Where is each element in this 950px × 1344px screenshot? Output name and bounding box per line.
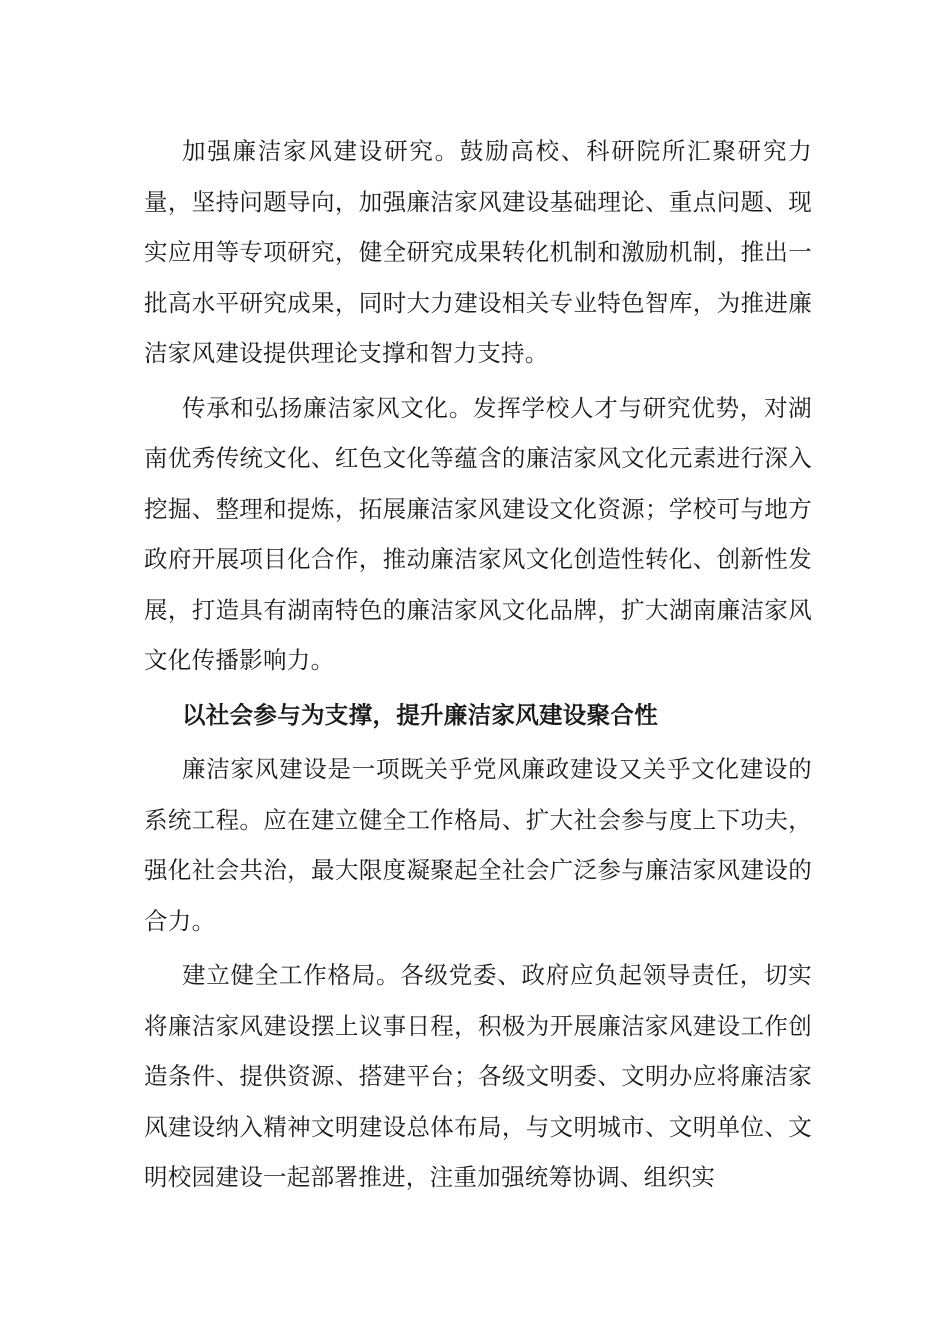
paragraph-work-structure: 建立健全工作格局。各级党委、政府应负起领导责任，切实将廉洁家风建设摆上议事日程，积极为开展廉洁家风建设工作创造条件、提供资源、搭建平台；各级文明委、文明办应将廉洁家风建设纳入精神文明建设总体布局，与文明城市、文明单位、文明校园建设一起部署推进，注重加强统筹协调、组织实 [144, 961, 812, 1191]
document-body [144, 126, 812, 1207]
paragraph-culture: 传承和弘扬廉洁家风文化。发挥学校人才与研究优势，对湖南优秀传统文化、红色文化等蕴含的廉洁家风文化元素进行深入挖掘、整理和提炼，拓展廉洁家风建设文化资源；学校可与地方政府开展项目化合作，推动廉洁家风文化创造性转化、创新性发展，打造具有湖南特色的廉洁家风文化品牌，扩大湖南廉洁家风文化传播影响力。 [144, 393, 812, 674]
section-heading: 以社会参与为支撑，提升廉洁家风建设聚合性 [182, 700, 658, 729]
paragraph-research: 加强廉洁家风建设研究。鼓励高校、科研院所汇聚研究力量，坚持问题导向，加强廉洁家风建设基础理论、重点问题、现实应用等专项研究，健全研究成果转化机制和激励机制，推出一批高水平研究成果，同时大力建设相关专业特色智库，为推进廉洁家风建设提供理论支撑和智力支持。 [144, 137, 812, 367]
paragraph-social-intro: 廉洁家风建设是一项既关乎党风廉政建设又关乎文化建设的系统工程。应在建立健全工作格局、扩大社会参与度上下功夫，强化社会共治，最大限度凝聚起全社会广泛参与廉洁家风建设的合力。 [144, 755, 812, 935]
